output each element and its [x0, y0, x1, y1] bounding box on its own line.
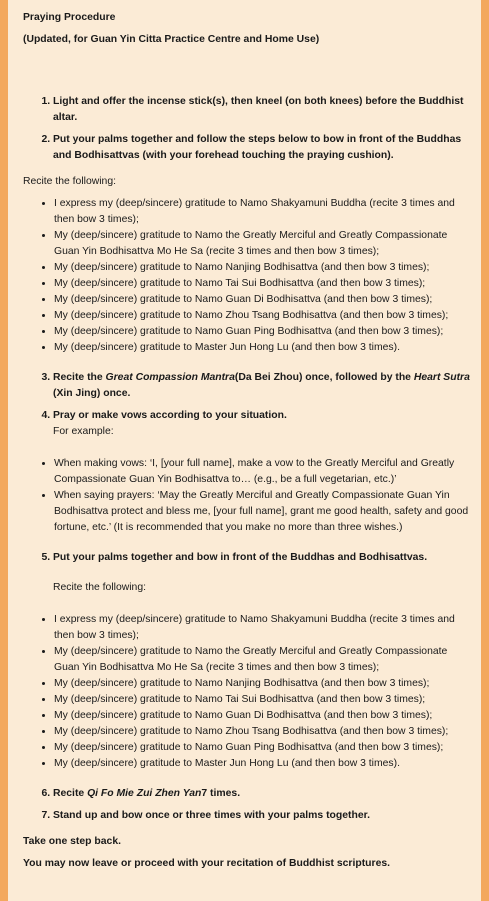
- page-title: Praying Procedure: [23, 12, 116, 23]
- gratitude-item: • My (deep/sincere) gratitude to Namo Tai Sui Bodhisattva (and then bow 3 times);: [54, 692, 473, 708]
- gratitude-item: • My (deep/sincere) gratitude to Master Jun Hong Lu (and then bow 3 times).: [54, 340, 473, 356]
- steps-list-2: [23, 370, 473, 440]
- qi-fo-mie-zui-zhen-yan: Qi Fo Mie Zui Zhen Yan: [87, 788, 202, 799]
- gratitude-item: • My (deep/sincere) gratitude to Namo the Greatly Merciful and Greatly Compassionate Guan Yin Bodhisattva Mo He Sa (recite 3 times and then bow 3 times);: [54, 228, 473, 260]
- gratitude-item: • My (deep/sincere) gratitude to Namo Zhou Tsang Bodhisattva (and then bow 3 times);: [54, 724, 473, 740]
- step-6: 6. Recite Qi Fo Mie Zui Zhen Yan7 times.: [53, 786, 473, 802]
- step-7: 7. Stand up and bow once or three times with your palms together.: [53, 808, 473, 824]
- gratitude-item: • My (deep/sincere) gratitude to Master Jun Hong Lu (and then bow 3 times).: [54, 756, 473, 772]
- gratitude-list-1: [23, 196, 473, 356]
- gratitude-item: • I express my (deep/sincere) gratitude to Namo Shakyamuni Buddha (recite 3 times and then bow 3 times);: [54, 196, 473, 228]
- gratitude-item: • My (deep/sincere) gratitude to Namo Nanjing Bodhisattva (and then bow 3 times);: [54, 676, 473, 692]
- example-label: For example:: [53, 426, 114, 437]
- step-2: 2. Put your palms together and follow the steps below to bow in front of the Buddhas and Bodhisattvas (with your forehead touching the praying cushion).: [53, 132, 473, 164]
- steps-list-1: [23, 94, 473, 164]
- gratitude-item: • I express my (deep/sincere) gratitude to Namo Shakyamuni Buddha (recite 3 times and then bow 3 times);: [54, 612, 473, 644]
- recite-label: Recite the following:: [23, 176, 116, 187]
- step-4: 4. Pray or make vows according to your situation. For example:: [53, 408, 473, 440]
- step-1: 1. Light and offer the incense stick(s), then kneel (on both knees) before the Buddhist altar.: [53, 94, 473, 126]
- leave-text: You may now leave or proceed with your recitation of Buddhist scriptures.: [23, 858, 391, 869]
- document-page: [8, 0, 481, 901]
- gratitude-item: • My (deep/sincere) gratitude to Namo Guan Di Bodhisattva (and then bow 3 times);: [54, 708, 473, 724]
- step-5: 5. Put your palms together and bow in front of the Buddhas and Bodhisattvas. Recite the following:: [53, 550, 473, 596]
- gratitude-item: • My (deep/sincere) gratitude to Namo Guan Ping Bodhisattva (and then bow 3 times);: [54, 740, 473, 756]
- great-compassion-mantra: Great Compassion Mantra: [105, 372, 235, 383]
- gratitude-item: • My (deep/sincere) gratitude to Namo Zhou Tsang Bodhisattva (and then bow 3 times);: [54, 308, 473, 324]
- heart-sutra: Heart Sutra: [413, 372, 470, 383]
- example-item: • When saying prayers: ‘May the Greatly Merciful and Greatly Compassionate Guan Yin Bodhisattva protect and bless me, [your full name], grant me good health, safety and good fortune, etc.’ (It is recommended that you make no more than three wishes.): [54, 488, 473, 536]
- example-item: • When making vows: ‘I, [your full name], make a vow to the Greatly Merciful and Greatly Compassionate Guan Yin Bodhisattva to… (e.g., be a full vegetarian, etc.)’: [54, 456, 473, 488]
- recite-label-2: Recite the following:: [53, 582, 146, 593]
- gratitude-list-2: [23, 612, 473, 772]
- steps-list-3: [23, 550, 473, 596]
- examples-list: [23, 456, 473, 536]
- gratitude-item: • My (deep/sincere) gratitude to Namo Guan Ping Bodhisattva (and then bow 3 times);: [54, 324, 473, 340]
- gratitude-item: • My (deep/sincere) gratitude to Namo the Greatly Merciful and Greatly Compassionate Guan Yin Bodhisattva Mo He Sa (recite 3 times and then bow 3 times);: [54, 644, 473, 676]
- page-subtitle: (Updated, for Guan Yin Citta Practice Centre and Home Use): [23, 34, 320, 45]
- steps-list-4: [23, 786, 473, 824]
- gratitude-item: • My (deep/sincere) gratitude to Namo Tai Sui Bodhisattva (and then bow 3 times);: [54, 276, 473, 292]
- gratitude-item: • My (deep/sincere) gratitude to Namo Guan Di Bodhisattva (and then bow 3 times);: [54, 292, 473, 308]
- step-back-text: Take one step back.: [23, 836, 121, 847]
- step-3: 3. Recite the Great Compassion Mantra(Da Bei Zhou) once, followed by the Heart Sutra (Xin Jing) once.: [53, 370, 473, 402]
- gratitude-item: • My (deep/sincere) gratitude to Namo Nanjing Bodhisattva (and then bow 3 times);: [54, 260, 473, 276]
